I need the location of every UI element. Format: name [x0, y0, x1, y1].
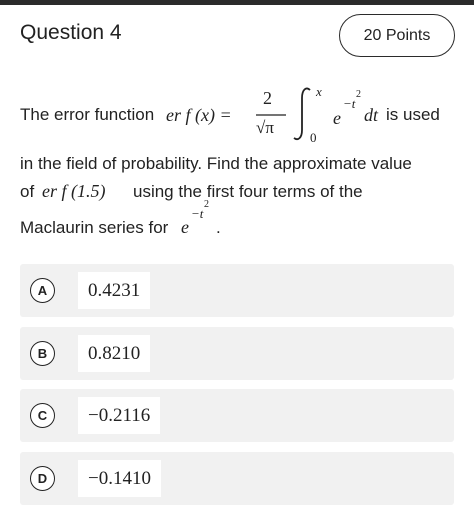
fraction-numerator: 2: [263, 88, 272, 108]
question-line-4: Maclaurin series for: [20, 218, 169, 237]
option-d-value: −0.1410: [78, 460, 161, 497]
option-c-letter: C: [30, 403, 55, 428]
question-text: [20, 86, 460, 246]
integral-upper-limit: x: [316, 84, 322, 99]
integrand-exponent-square: 2: [356, 89, 361, 100]
question-line-2: in the field of probability. Find the approximate value: [20, 154, 412, 173]
option-b-value: 0.8210: [78, 335, 150, 372]
integrand-base: e: [333, 108, 341, 128]
erf-argument: er f (1.5): [42, 181, 106, 201]
maclaurin-exponent: −t: [191, 206, 204, 221]
option-a-letter: A: [30, 278, 55, 303]
option-a-value: 0.4231: [78, 272, 150, 309]
question-line-3-of: of: [20, 182, 35, 201]
question-header: [0, 5, 474, 62]
option-a[interactable]: [20, 264, 454, 317]
fraction-denominator: √π: [256, 118, 274, 137]
erf-function-label: er f (x) =: [166, 105, 232, 125]
is-used-text: is used: [386, 105, 440, 124]
option-d-letter: D: [30, 466, 55, 491]
question-intro: The error function: [20, 105, 155, 124]
option-b-letter: B: [30, 341, 55, 366]
differential-dt: dt: [364, 105, 379, 125]
option-c[interactable]: [20, 389, 454, 442]
maclaurin-base: e: [181, 217, 189, 237]
maclaurin-exponent-square: 2: [204, 199, 209, 210]
integrand-exponent: −t: [343, 96, 356, 111]
question-title: Question 4: [20, 21, 122, 44]
fraction-bar: [256, 114, 286, 116]
maclaurin-period: .: [216, 218, 221, 237]
question-line-3-rest: using the first four terms of the: [133, 182, 363, 201]
option-c-value: −0.2116: [78, 397, 160, 434]
option-b[interactable]: [20, 327, 454, 380]
option-d[interactable]: [20, 452, 454, 505]
integral-lower-limit: 0: [310, 130, 317, 145]
points-badge: 20 Points: [339, 14, 455, 57]
